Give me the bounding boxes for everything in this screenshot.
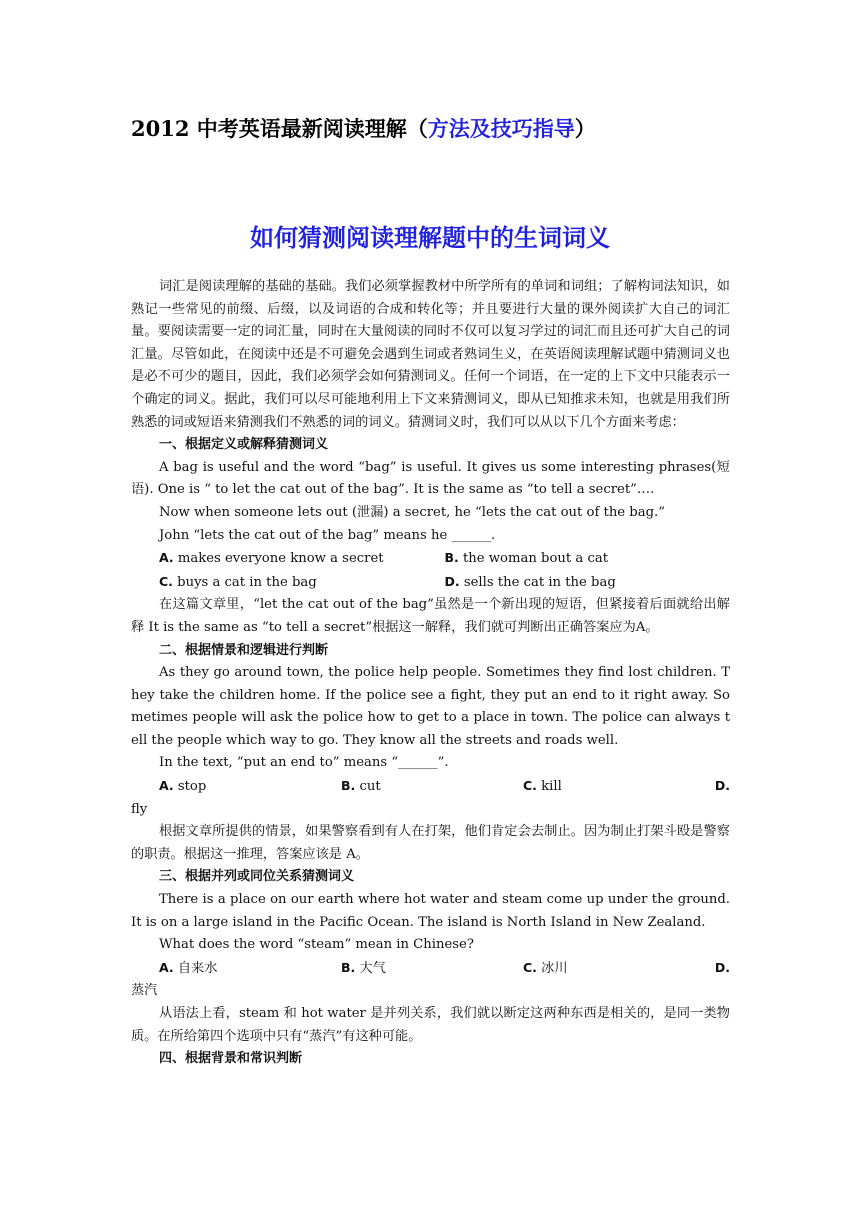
options-1-row2 [131,571,730,595]
intro-paragraph: 词汇是阅读理解的基础的基础。我们必须掌握教材中所学所有的单词和词组；了解构词法知识，如熟记一些常见的前缀、后缀，以及词语的合成和转化等；并且要进行大量的课外阅读扩大自己的词汇量。要阅读需要一定的词汇量，同时在大量阅读的同时不仅可以复习学过的词汇而且还可扩大自己的词汇量。尽管如此，在阅读中还是不可避免会遇到生词或者熟词生义，在英语阅读理解试题中猜测词义也是必不可少的题目，因此，我们必须学会如何猜测词义。任何一个词语，在一定的上下文中只能表示一个确定的词义。据此，我们可以尽可能地利用上下文来猜测词义，即从已知推求未知，也就是用我们所熟悉的词或短语来猜测我们不熟悉的词的词义。猜测词义时，我们可以从以下几个方面来考虑： [131,279,730,430]
option-c: C. 冰川 [523,959,568,976]
options-2 [131,775,730,799]
analysis-2: 根据文章所提供的情景，如果警察看到有人在打架，他们肯定会去制止。因为制止打架斗殴是警察的职责。根据这一推理，答案应该是 A。 [131,824,730,862]
heading-4: 四、根据背景和常识判断 [159,1051,303,1067]
option-d-label: D. [714,959,730,975]
analysis-1: 在这篇文章里，“let the cat out of the bag”虽然是一个新出现的短语，但紧接着后面就给出解释 It is the same as “to tell a secret”根据这一解释，我们就可判断出正确答案应为A。 [131,597,730,635]
option-a: A. stop [159,778,207,795]
passage-1: A bag is useful and the word “bag” is useful. It gives us some interesting phrases(短语). One is “ to let the cat out of the bag”. It is the same as “to tell a secret”…. [131,459,730,498]
option-b: B. the woman bout a cat [444,550,609,567]
heading-2: 二、根据情景和逻辑进行判断 [159,642,329,658]
option-b: B. 大气 [341,959,386,976]
section-title: 如何猜测阅读理解题中的生词词义 [250,223,610,252]
document-title [131,113,596,143]
title-main: 2012 中考英语最新阅读理解（ [131,116,428,141]
question-1: John “lets the cat out of the bag” means he ______. [159,527,496,543]
passage-2: As they go around town, the police help people. Sometimes they find lost children. They take the children home. If the police see a fight, they put an end to it right away. Sometimes people will ask the police how to get to a place in town. The police can always tell the people which way to go. They know all the streets and roads well. [131,665,730,748]
title-close: ） [574,116,596,141]
options-1-row1 [131,547,730,571]
question-2: In the text, “put an end to” means “______”. [159,755,449,771]
passage-3: There is a place on our earth where hot water and steam come up under the ground. It is on a large island in the Pacific Ocean. The island is North Island in New Zealand. [131,892,730,930]
option-a: A. makes everyone know a secret [159,550,384,567]
option-d-label: D. [714,778,730,794]
option-c: C. kill [523,778,562,795]
options-3 [131,957,730,981]
analysis-3: 从语法上看，steam 和 hot water 是并列关系，我们就以断定这两种东西是相关的，是同一类物质。在所给第四个选项中只有“蒸汽”有这种可能。 [131,1006,730,1044]
heading-1: 一、根据定义或解释猜测词义 [159,437,329,453]
option-c: C. buys a cat in the bag [159,573,317,590]
passage-1-line2: Now when someone lets out (泄漏) a secret, he “lets the cat out of the bag.” [159,504,665,520]
document-body [131,276,730,1071]
option-d-text: fly [131,801,148,817]
heading-3: 三、根据并列或同位关系猜测词义 [159,869,355,885]
option-d: D. sells the cat in the bag [444,573,616,590]
question-3: What does the word “steam” mean in Chinese? [159,937,474,953]
option-a: A. 自来水 [159,959,218,976]
option-d-text: 蒸汽 [131,983,158,999]
option-b: B. cut [341,778,381,795]
title-highlight: 方法及技巧指导 [427,116,575,141]
